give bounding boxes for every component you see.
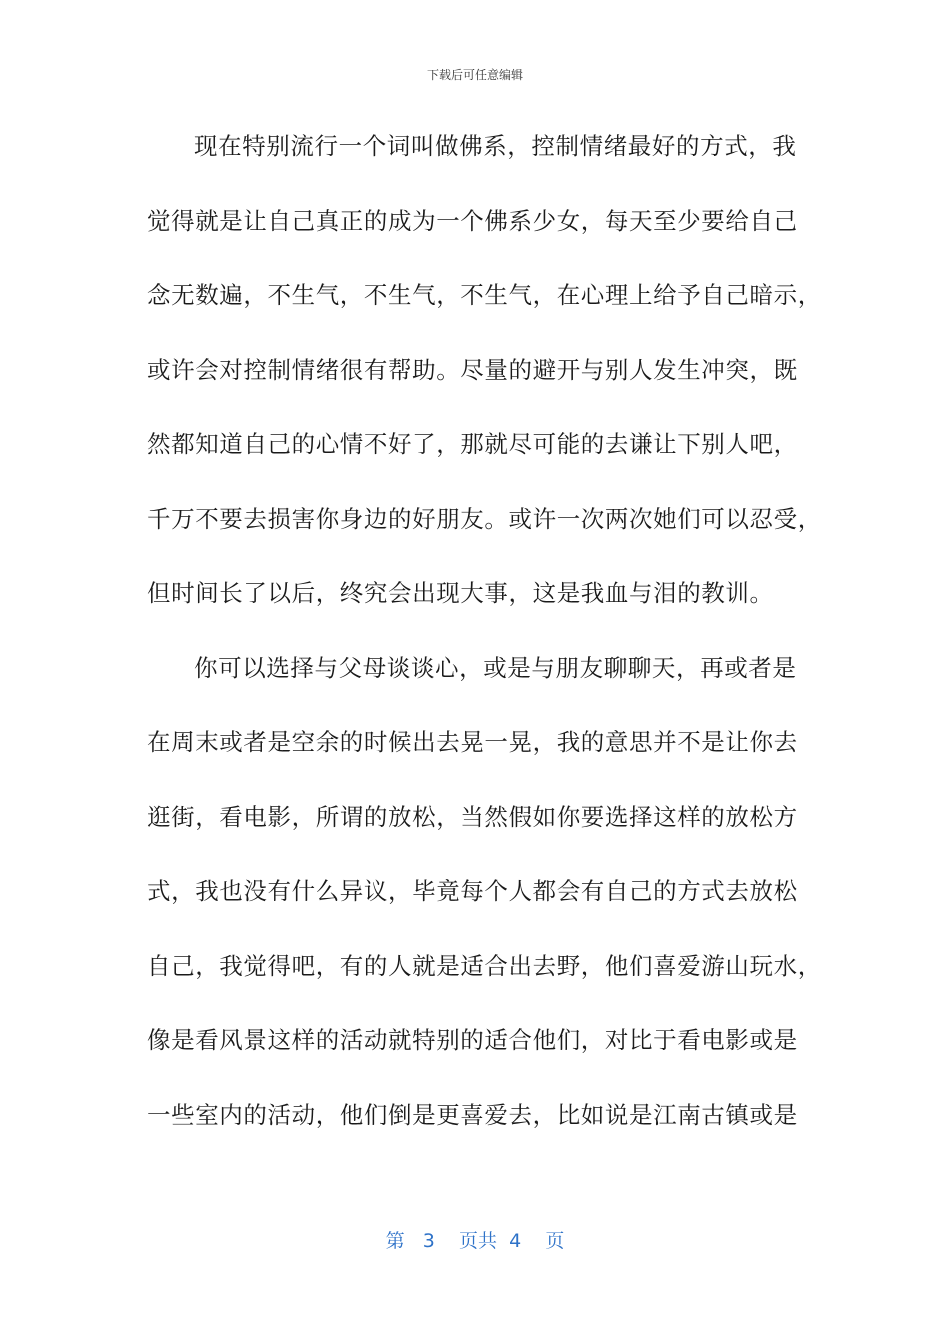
footer-middle: 页共 xyxy=(459,1230,498,1252)
text-line: 一些室内的活动，他们倒是更喜爱去，比如说是江南古镇或是 xyxy=(147,1100,798,1129)
text-line: 觉得就是让自己真正的成为一个佛系少女，每天至少要给自己 xyxy=(147,206,798,235)
text-line: 念无数遍，不生气，不生气，不生气，在心理上给予自己暗示， xyxy=(147,281,822,309)
text-line: 像是看风景这样的活动就特别的适合他们，对比于看电影或是 xyxy=(147,1026,798,1054)
text-line: 然都知道自己的心情不好了，那就尽可能的去谦让下别人吧， xyxy=(147,430,798,458)
page-header-note: 下载后可任意编辑 xyxy=(426,68,523,82)
footer-prefix: 第 xyxy=(385,1230,405,1252)
text-line: 你可以选择与父母谈谈心，或是与朋友聊聊天，再或者是 xyxy=(194,653,797,682)
text-line: 式，我也没有什么异议，毕竟每个人都会有自己的方式去放松 xyxy=(147,877,798,905)
text-line: 千万不要去损害你身边的好朋友。或许一次两次她们可以忍受， xyxy=(147,504,822,533)
text-line: 自己，我觉得吧，有的人就是适合出去野，他们喜爱游山玩水， xyxy=(147,951,822,980)
text-line: 逛街，看电影，所谓的放松，当然假如你要选择这样的放松方 xyxy=(147,802,798,831)
footer-current-page: 3 xyxy=(422,1230,435,1252)
text-line: 现在特别流行一个词叫做佛系，控制情绪最好的方式，我 xyxy=(194,132,797,160)
text-line: 但时间长了以后，终究会出现大事，这是我血与泪的教训。 xyxy=(147,579,774,607)
text-line: 或许会对控制情绪很有帮助。尽量的避开与别人发生冲突，既 xyxy=(147,355,798,384)
document-body xyxy=(147,124,822,1167)
footer-suffix: 页 xyxy=(545,1230,565,1252)
page-footer xyxy=(0,1226,950,1253)
text-line: 在周末或者是空余的时候出去晃一晃，我的意思并不是让你去 xyxy=(147,728,798,756)
footer-total-pages: 4 xyxy=(509,1230,522,1252)
